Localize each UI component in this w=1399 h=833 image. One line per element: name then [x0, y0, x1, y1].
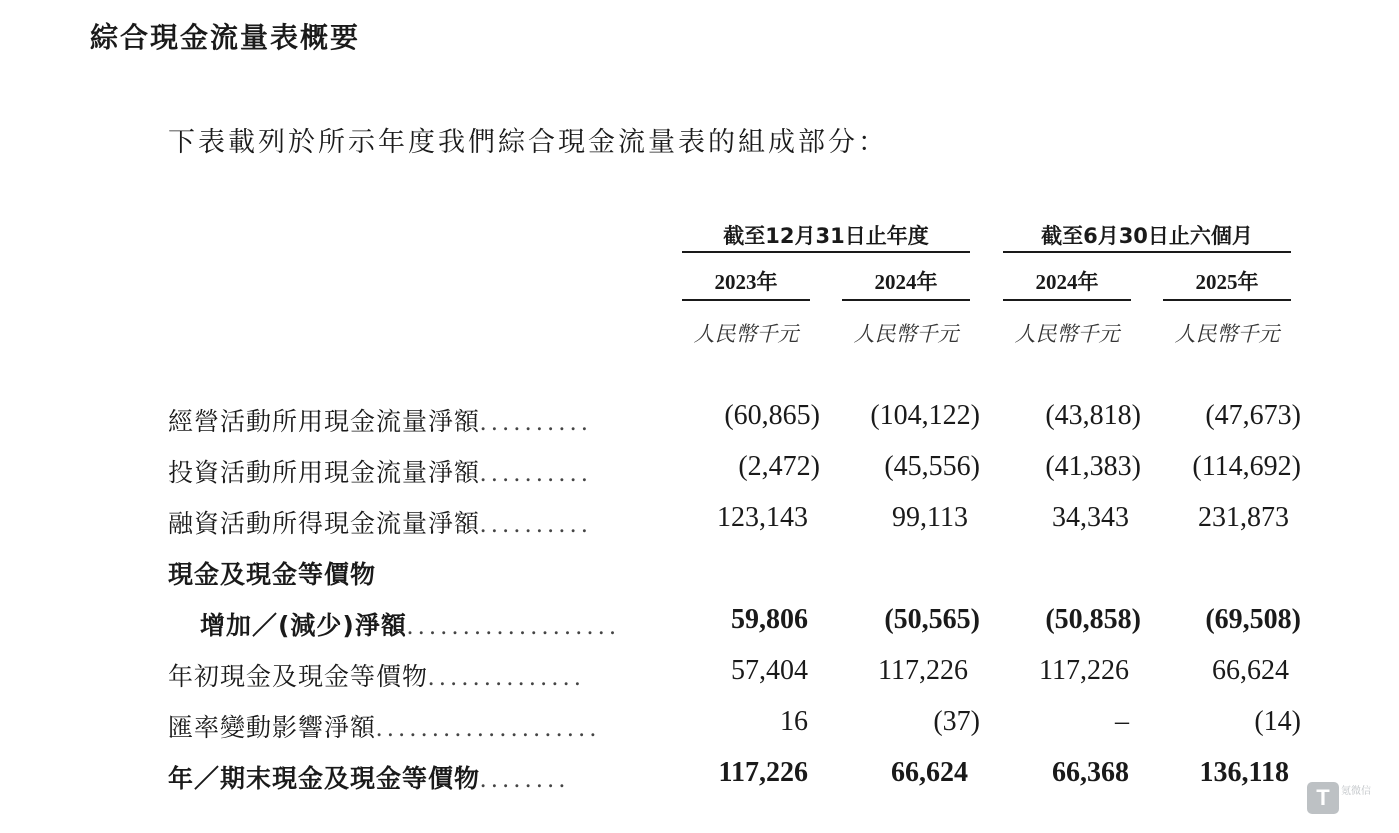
table-cell: (69,508)	[1205, 604, 1301, 635]
table-row-label: 年／期末現金及現金等價物........	[168, 764, 571, 793]
year-header: 2024年	[1035, 270, 1099, 294]
group-rule	[1003, 251, 1291, 253]
table-cell: (37)	[933, 706, 980, 737]
table-row-label: 年初現金及現金等價物..............	[168, 662, 586, 691]
table-cell: 34,343	[1052, 502, 1129, 533]
watermark-text: 氪微信	[1341, 786, 1371, 797]
year-rule	[1163, 299, 1291, 301]
group-header-six-months: 截至6月30日止六個月	[1041, 224, 1253, 248]
table-cell: (114,692)	[1192, 451, 1301, 482]
table-row-label: 增加／(減少)淨額...................	[200, 611, 621, 640]
table-row-label: 融資活動所得現金流量淨額..........	[168, 509, 593, 538]
table-cell: 66,624	[891, 757, 968, 788]
table-cell: (45,556)	[884, 451, 980, 482]
table-cell: 59,806	[731, 604, 808, 635]
table-cell: 231,873	[1198, 502, 1289, 533]
table-cell: 66,368	[1052, 757, 1129, 788]
year-rule	[682, 299, 810, 301]
table-cell: 16	[780, 706, 808, 737]
table-row-heading: 現金及現金等價物	[168, 560, 377, 589]
table-cell: (50,858)	[1045, 604, 1141, 635]
intro-paragraph: 下表載列於所示年度我們綜合現金流量表的組成部分：	[168, 127, 888, 158]
unit-label: 人民幣千元	[693, 322, 799, 346]
table-cell: (60,865)	[724, 400, 820, 431]
unit-label: 人民幣千元	[853, 322, 959, 346]
table-cell: 99,113	[892, 502, 968, 533]
year-rule	[842, 299, 970, 301]
table-cell: 117,226	[718, 757, 808, 788]
table-cell: 57,404	[731, 655, 808, 686]
table-cell: (14)	[1254, 706, 1301, 737]
table-row-label: 投資活動所用現金流量淨額..........	[168, 458, 593, 487]
table-cell: (104,122)	[870, 400, 980, 431]
table-cell: 66,624	[1212, 655, 1289, 686]
year-header: 2025年	[1195, 270, 1259, 294]
table-cell: 117,226	[1039, 655, 1129, 686]
unit-label: 人民幣千元	[1014, 322, 1120, 346]
group-header-full-year: 截至12月31日止年度	[723, 224, 929, 248]
group-rule	[682, 251, 970, 253]
table-cell: 117,226	[878, 655, 968, 686]
table-cell: 136,118	[1199, 757, 1289, 788]
table-row-label: 匯率變動影響淨額....................	[168, 713, 602, 742]
table-cell: (50,565)	[884, 604, 980, 635]
table-cell: (47,673)	[1205, 400, 1301, 431]
table-cell: 123,143	[717, 502, 808, 533]
year-header: 2023年	[714, 270, 778, 294]
table-cell: –	[1115, 706, 1129, 737]
section-title: 綜合現金流量表概要	[90, 21, 361, 54]
table-cell: (43,818)	[1045, 400, 1141, 431]
table-row-label: 經營活動所用現金流量淨額..........	[168, 407, 593, 436]
table-cell: (41,383)	[1045, 451, 1141, 482]
year-rule	[1003, 299, 1131, 301]
table-cell: (2,472)	[738, 451, 820, 482]
year-header: 2024年	[874, 270, 938, 294]
unit-label: 人民幣千元	[1174, 322, 1280, 346]
watermark-logo-icon: T	[1307, 782, 1339, 814]
